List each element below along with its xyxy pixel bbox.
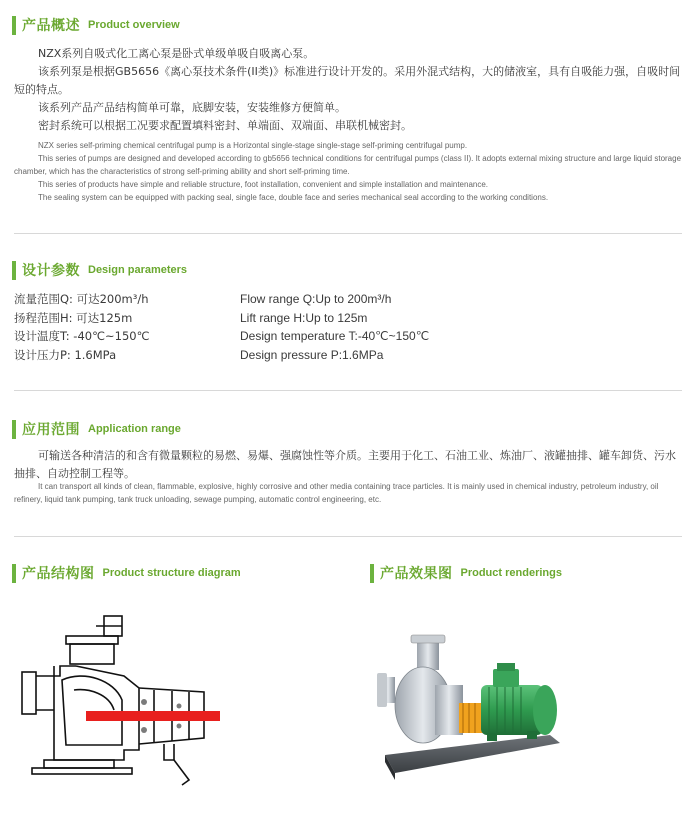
overview-zh-line: NZX系列自吸式化工离心泵是卧式单级单吸自吸离心泵。 [38, 47, 315, 60]
renderings-heading [370, 562, 562, 584]
param-temp-zh: 设计温度T: -40℃~150℃ [14, 329, 150, 344]
application-text-zh [14, 447, 684, 483]
design-heading [12, 259, 187, 281]
overview-title-zh: 产品概述 [22, 18, 80, 34]
overview-en-line: This series of pumps are designed and developed according to gb5656 technical conditions for centrifugal pumps (class II). It adopts external mixing structure and large liquid storage chamber, which has the characteristics of strong self-priming ability and short self-priming time. [14, 154, 682, 176]
shaft-highlight [86, 711, 220, 721]
application-heading [12, 418, 181, 440]
application-text-en [14, 480, 684, 506]
divider [14, 390, 682, 391]
pump-rendering-image [375, 625, 570, 785]
param-pressure-zh: 设计压力P: 1.6MPa [14, 348, 117, 363]
renderings-title-zh: 产品效果图 [380, 566, 453, 582]
divider [14, 536, 682, 537]
param-pressure-en: Design pressure P:1.6MPa [240, 348, 384, 363]
application-en-para: It can transport all kinds of clean, flammable, explosive, highly corrosive and other media containing trace particles. It is mainly used in chemical industry, petroleum industry, oil refinery, liquid tank pumping, tank truck unloading, sewage pumping, automatic control engineering, etc. [14, 482, 659, 504]
structure-title-zh: 产品结构图 [22, 566, 95, 582]
overview-title-en: Product overview [88, 19, 180, 31]
application-title-zh: 应用范围 [22, 422, 80, 438]
structure-heading [12, 562, 241, 584]
param-temp-en: Design temperature T:-40℃~150℃ [240, 329, 430, 344]
application-title-en: Application range [88, 423, 181, 435]
heading-bar [12, 16, 16, 35]
overview-en-line: The sealing system can be equipped with packing seal, single face, double face and series mechanical seal according to the working conditions. [38, 193, 549, 202]
param-flow-zh: 流量范围Q: 可达200m³/h [14, 292, 149, 306]
structure-title-en: Product structure diagram [102, 567, 241, 579]
design-params-zh [14, 290, 150, 365]
pump-structure-diagram [14, 610, 234, 810]
overview-en-line: NZX series self-priming chemical centrifugal pump is a Horizontal single-stage single-stage self-priming centrifugal pump. [38, 141, 468, 150]
heading-bar [12, 420, 16, 439]
design-title-en: Design parameters [88, 264, 188, 276]
param-flow-en: Flow range Q:Up to 200m³/h [240, 292, 392, 306]
overview-zh-line: 密封系统可以根据工况要求配置填料密封、单端面、双端面、串联机械密封。 [38, 119, 412, 132]
overview-heading [12, 14, 180, 36]
overview-zh-line: 该系列泵是根据GB5656《离心泵技术条件(II类)》标准进行设计开发的。采用外混式结构，大的储液室，具有自吸能力强，自吸时间短的特点。 [14, 65, 681, 96]
heading-bar [370, 564, 374, 583]
param-lift-en: Lift range H:Up to 125m [240, 310, 368, 325]
overview-text-zh [14, 45, 684, 135]
overview-zh-line: 该系列产品产品结构简单可靠，底脚安装，安装维修方便简单。 [38, 101, 346, 114]
param-lift-zh: 扬程范围H: 可达125m [14, 310, 133, 325]
overview-en-line: This series of products have simple and reliable structure, foot installation, convenient and simple installation and maintenance. [38, 180, 489, 189]
overview-text-en [14, 139, 684, 204]
design-params-en [240, 290, 429, 365]
application-zh-para: 可输送各种清洁的和含有微量颗粒的易燃、易爆、强腐蚀性等介质。主要用于化工、石油工业、炼油厂、液罐抽排、罐车卸货、污水抽排、自动控制工程等。 [14, 449, 676, 480]
heading-bar [12, 564, 16, 583]
divider [14, 233, 682, 234]
design-title-zh: 设计参数 [22, 263, 80, 279]
heading-bar [12, 261, 16, 280]
renderings-title-en: Product renderings [460, 567, 562, 579]
